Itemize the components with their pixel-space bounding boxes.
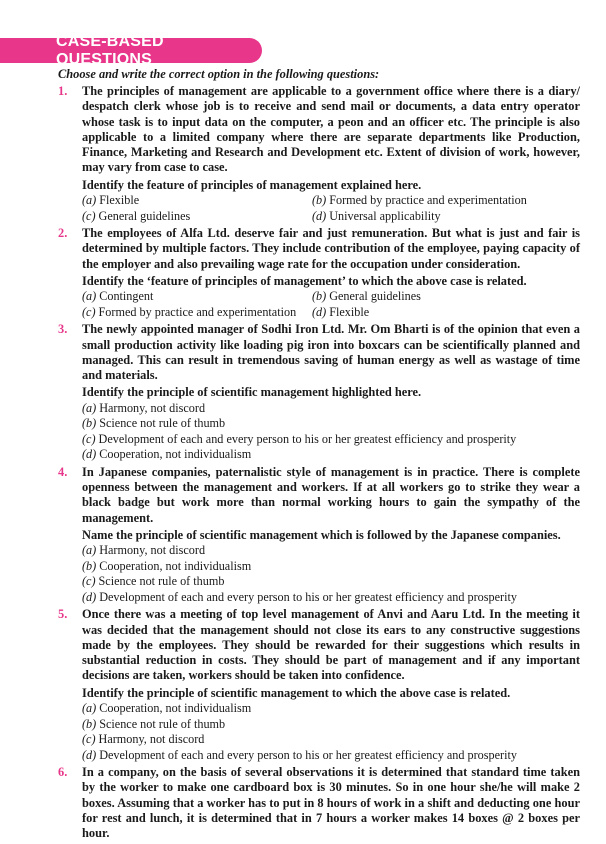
option-d: (d) Cooperation, not individualism (82, 447, 252, 462)
question-prompt: Identify the feature of principles of management explained here. (82, 177, 422, 192)
option-d: (d) Universal applicability (312, 208, 441, 223)
option-b: (b) Cooperation, not individualism (82, 558, 252, 573)
options-grid (82, 289, 580, 320)
question-number: 5. (58, 607, 68, 622)
option-b: (b) Science not rule of thumb (82, 716, 226, 731)
question-text: The employees of Alfa Ltd. deserve fair and just remuneration. But what is just and fair is determined by multiple factors. They include contribution of the employee, paying capacity of the employer and also prevailing wage rate for the occupation under consideration. (82, 226, 580, 271)
section-banner (0, 32, 262, 68)
question-list (58, 84, 580, 844)
option-d: (d) Flexible (312, 304, 370, 319)
question-prompt: Identify the principle of scientific management to which the above case is related. (82, 685, 511, 700)
option-a: (a) Harmony, not discord (82, 400, 206, 415)
question-4 (58, 464, 580, 605)
question-number: 3. (58, 322, 68, 337)
option-c: (c) Development of each and every person to his or her greatest efficiency and prosperity (82, 431, 517, 446)
question-number: 6. (58, 765, 68, 780)
option-a: (a) Harmony, not discord (82, 543, 206, 558)
options-grid (82, 193, 580, 224)
option-c: (c) Formed by practice and experimentation (82, 304, 297, 319)
question-5 (58, 607, 580, 763)
option-c: (c) General guidelines (82, 208, 191, 223)
question-text: The principles of management are applicable to a government office where there is a diary/ despatch clerk whose job is to receive and send mail or documents, a data entry operator whose task is to input data on the computer, a peon and an officer etc. The principle is also applicable to a limited company where there are separate departments like Production, Finance, Marketing and Research and Development etc. Extent of division of work, however, may vary from case to case. (82, 84, 580, 175)
question-number: 1. (58, 84, 68, 98)
question-3 (58, 322, 580, 462)
question-6 (58, 765, 580, 841)
question-text: In a company, on the basis of several observations it is determined that standard time taken by the worker to make one cardboard box is 30 minutes. So in one hour she/he will make 2 boxes. Assuming that a worker has to put in 8 hours of work in a shift and deducting one hour for rest and lunch, it is determined that in 7 hours a worker makes 14 boxes @ 2 boxes per hour. (82, 765, 580, 841)
option-b: (b) General guidelines (312, 289, 421, 304)
option-d: (d) Development of each and every person to his or her greatest efficiency and prosperity (82, 589, 517, 604)
option-c: (c) Science not rule of thumb (82, 574, 225, 589)
option-a: (a) Contingent (82, 289, 154, 304)
question-2 (58, 226, 580, 320)
option-d: (d) Development of each and every person to his or her greatest efficiency and prosperity (82, 747, 517, 762)
question-1 (58, 84, 580, 224)
option-a: (a) Flexible (82, 193, 140, 208)
instruction-text: Choose and write the correct option in the following questions: (58, 67, 380, 81)
question-prompt: Name the principle of scientific management which is followed by the Japanese companies. (82, 527, 561, 542)
question-text: In Japanese companies, paternalistic style of management is in practice. There is complete openness between the management and workers. If at all workers go to strike they wear a black badge but work more than normal working hours to gain the sympathy of the management. (82, 464, 580, 525)
option-a: (a) Cooperation, not individualism (82, 701, 252, 716)
question-prompt: Identify the ‘feature of principles of management’ to which the above case is related. (82, 273, 527, 288)
option-b: (b) Science not rule of thumb (82, 416, 226, 431)
question-prompt: Identify the principle of scientific management highlighted here. (82, 385, 422, 400)
option-c: (c) Harmony, not discord (82, 732, 205, 747)
option-b: (b) Formed by practice and experimentation (312, 193, 527, 208)
question-number: 4. (58, 464, 68, 479)
section-title: CASE-BASED QUESTIONS (56, 32, 164, 68)
question-text: Once there was a meeting of top level management of Anvi and Aaru Ltd. In the meeting it was decided that the management should not close its ears to any constructive suggestions made by the employees. They should be rewarded for their suggestions which results in substantial reduction in costs. They should be part of management and if any important decisions are taken, workers should be taken into confidence. (82, 607, 580, 683)
question-text: The newly appointed manager of Sodhi Iron Ltd. Mr. Om Bharti is of the opinion that even a small production activity like loading pig iron into boxcars can be scientifically planned and managed. This can result in tremendous saving of human energy as well as wastage of time and materials. (82, 322, 580, 383)
question-number: 2. (58, 226, 68, 241)
